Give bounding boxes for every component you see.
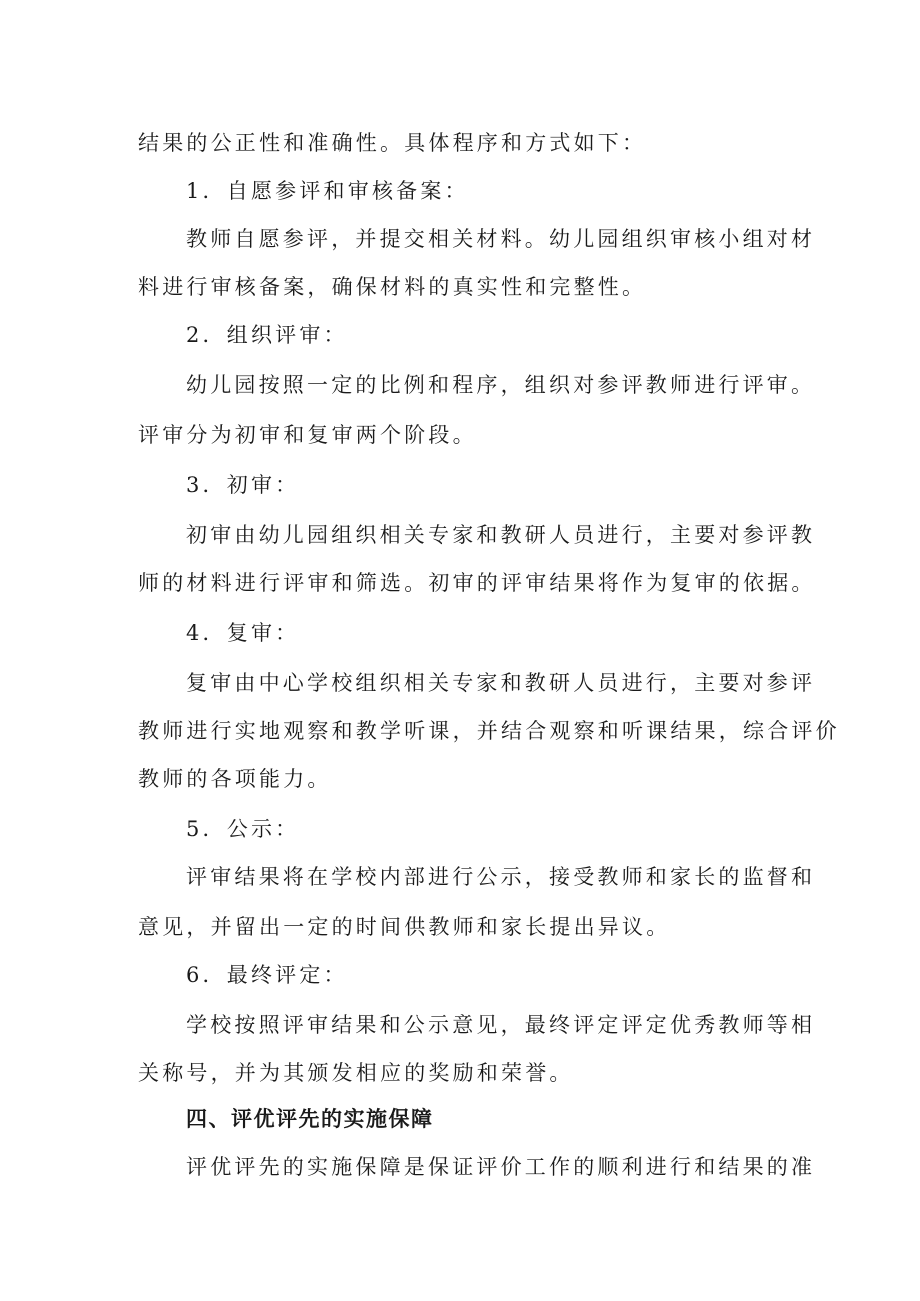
paragraph-line: 意见，并留出一定的时间供教师和家长提出异议。 (138, 915, 671, 939)
paragraph-line: 关称号，并为其颁发相应的奖励和荣誉。 (138, 1061, 574, 1085)
paragraph-line: 复审由中心学校组织相关专家和教研人员进行，主要对参评 (186, 671, 816, 695)
paragraph-line: 学校按照评审结果和公示意见，最终评定评定优秀教师等相 (186, 1013, 816, 1037)
step-heading-2: 2．组织评审： (186, 323, 348, 347)
step-heading-1: 1．自愿参评和审核备案： (186, 179, 469, 203)
paragraph-line: 幼儿园按照一定的比例和程序，组织对参评教师进行评审。 (186, 373, 816, 397)
paragraph-line: 师的材料进行评审和筛选。初审的评审结果将作为复审的依据。 (138, 571, 816, 595)
step-heading-6: 6．最终评定： (186, 963, 348, 987)
paragraph-line: 评审结果将在学校内部进行公示，接受教师和家长的监督和 (186, 865, 816, 889)
step-heading-4: 4．复审： (186, 621, 300, 645)
section-heading: 四、评优评先的实施保障 (186, 1107, 434, 1131)
paragraph-line: 教师进行实地观察和教学听课，并结合观察和听课结果，综合评价 (138, 719, 840, 743)
paragraph-line: 结果的公正性和准确性。具体程序和方式如下： (138, 131, 647, 155)
paragraph-line: 初审由幼儿园组织相关专家和教研人员进行，主要对参评教 (186, 523, 816, 547)
paragraph-line: 料进行审核备案，确保材料的真实性和完整性。 (138, 275, 647, 299)
step-heading-3: 3．初审： (186, 473, 300, 497)
paragraph-line: 教师的各项能力。 (138, 767, 332, 791)
paragraph-line: 评优评先的实施保障是保证评价工作的顺利进行和结果的准 (186, 1155, 816, 1179)
paragraph-line: 教师自愿参评，并提交相关材料。幼儿园组织审核小组对材 (186, 227, 816, 251)
step-heading-5: 5．公示： (186, 817, 300, 841)
paragraph-line: 评审分为初审和复审两个阶段。 (138, 423, 477, 447)
